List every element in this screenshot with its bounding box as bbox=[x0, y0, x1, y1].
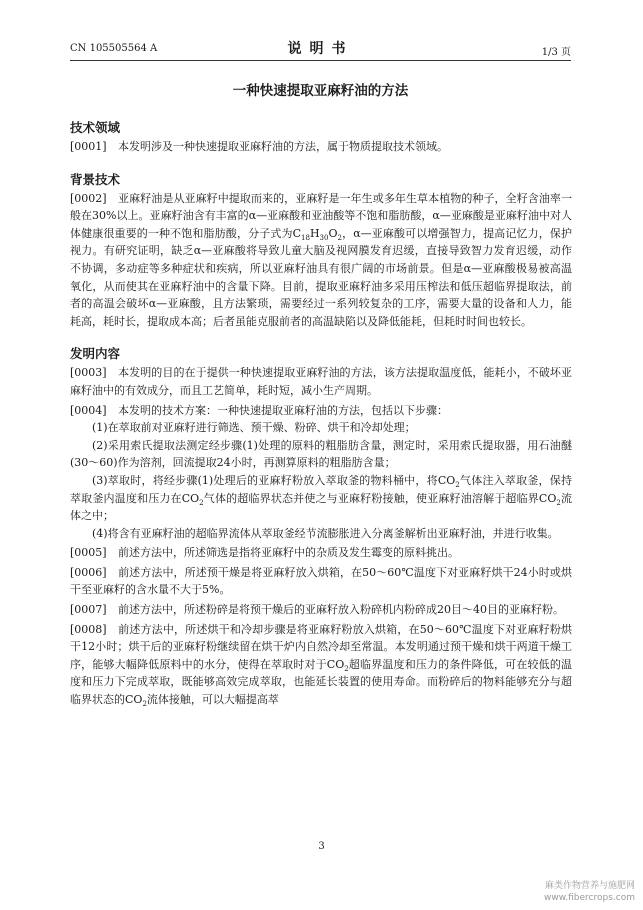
paragraph-text: 前述方法中，所述烘干和冷却步骤是将亚麻籽粉放入烘箱，在50～60℃温度下对亚麻籽粉烘干12小时；烘干后的亚麻籽粉继续留在烘干炉内自然冷却至常温。本发明通过预干燥和烘干两道干燥工序，能够大幅降低原料中的水分，使得在萃取时对于CO bbox=[70, 622, 572, 671]
paragraph-0008 bbox=[70, 621, 572, 709]
paragraph-0004 bbox=[70, 402, 572, 420]
subscript: 2 bbox=[337, 233, 342, 242]
paragraph-0007 bbox=[70, 601, 572, 619]
paragraph-number: [0006] bbox=[70, 565, 107, 579]
paragraph-number: [0003] bbox=[70, 366, 107, 380]
subscript: 2 bbox=[455, 481, 460, 490]
subscript: 2 bbox=[556, 498, 561, 507]
step-text: (2)采用索氏提取法测定经步骤(1)处理的原料的粗脂肪含量，测定时，采用索氏提取器，用石油醚(30～60)作为溶剂，回流提取24小时，再测算原料的粗脂肪含量； bbox=[70, 438, 572, 470]
paragraph-number: [0002] bbox=[70, 191, 107, 205]
subscript: 2 bbox=[199, 498, 204, 507]
paragraph-text: 本发明涉及一种快速提取亚麻籽油的方法，属于物质提取技术领域。 bbox=[118, 140, 448, 153]
site-watermark bbox=[544, 880, 635, 904]
document-title: 一种快速提取亚麻籽油的方法 bbox=[232, 83, 409, 99]
header-rule bbox=[70, 60, 571, 61]
step-text: (1)在萃取前对亚麻籽进行筛选、预干燥、粉碎、烘干和冷却处理； bbox=[92, 421, 416, 435]
subscript: 18 bbox=[301, 233, 310, 242]
subscript: 2 bbox=[142, 700, 147, 709]
paragraph-text: ，α—亚麻酸可以增强智力，提高记忆力，保护视力。有研究证明，缺乏α—亚麻酸将导致儿童大脑及视网膜发育迟缓，直接导致智力发育迟缓，动作不协调，多动症等多种症状和疾病，所以亚麻籽油具有很广阔的市场前景。但是α—亚麻酸极易被高温氧化，从而使其在亚麻籽油中的含量下降。目前，提取亚麻籽油多采用压榨法和低压超临界提取法，前者的高温会破坏α—亚麻酸，且方法繁琐，需要经过一系列较复杂的工序，需要大量的设备和人力，能耗高，耗时长，提取成本高；后者虽能克服前者的高温缺陷以及降低能耗，但耗时时间也较长。 bbox=[70, 226, 572, 328]
paragraph-text: O bbox=[328, 226, 338, 240]
paragraph-text: 前述方法中，所述粉碎是将预干燥后的亚麻籽放入粉碎机内粉碎成20目～40目的亚麻籽粉。 bbox=[118, 603, 564, 617]
step-text: (4)将含有亚麻籽油的超临界流体从萃取釜经节流膨胀进入分离釜解析出亚麻籽油，并进行收集。 bbox=[92, 526, 559, 540]
step-text: 流体之中； bbox=[70, 491, 573, 523]
step-3 bbox=[70, 472, 572, 525]
paragraph-0003 bbox=[70, 364, 572, 399]
step-text: 气体注入萃取釜，保持萃取釜内温度和压力在CO bbox=[70, 473, 572, 505]
section-heading-invention: 发明内容 bbox=[70, 346, 121, 362]
paragraph-text: H bbox=[309, 226, 320, 240]
section-heading-background: 背景技术 bbox=[70, 171, 121, 187]
subscript: 30 bbox=[319, 233, 329, 242]
step-text: 气体的超临界状态并使之与亚麻籽粉接触，使亚麻籽油溶解于超临界CO bbox=[203, 491, 557, 505]
step-4 bbox=[70, 525, 572, 543]
watermark-line-1: 麻类作物营养与施肥网 bbox=[544, 881, 635, 891]
paragraph-number: [0004] bbox=[70, 403, 107, 417]
step-text: (3)萃取时，将经步骤(1)处理后的亚麻籽粉放入萃取釜的物料桶中，将CO bbox=[92, 473, 456, 487]
paragraph-0006 bbox=[70, 564, 572, 599]
page-header bbox=[70, 40, 571, 58]
paragraph-0001 bbox=[70, 138, 572, 156]
page-number: 3 bbox=[318, 841, 325, 852]
paragraph-text: 亚麻籽油是从亚麻籽中提取而来的，亚麻籽是一年生或多年生草本植物的种子，全籽含油率一般在30%以上。亚麻籽油含有丰富的α—亚麻酸和亚油酸等不饱和脂肪酸，α—亚麻酸是亚麻籽油中对人体健康很重要的一种不饱和脂肪酸，分子式为C bbox=[70, 191, 572, 240]
paragraph-text: 超临界温度和压力的条件降低，可在较低的温度和压力下完成萃取，既能够高效完成萃取，也能延长装置的使用寿命。而粉碎后的物料能够充分与超临界状态的CO bbox=[70, 657, 573, 707]
paragraph-text: 流体接触，可以大幅提高萃 bbox=[146, 693, 279, 707]
section-heading-tech-field: 技术领域 bbox=[70, 120, 121, 135]
paragraph-text: 前述方法中，所述预干燥是将亚麻籽放入烘箱，在50～60℃温度下对亚麻籽烘干24小时或烘干至亚麻籽的含水量不大于5%。 bbox=[70, 565, 572, 597]
page-info: 1/3 页 bbox=[541, 47, 571, 58]
paragraph-text: 前述方法中，所述筛选是指将亚麻籽中的杂质及发生霉变的原料挑出。 bbox=[118, 546, 459, 560]
step-2 bbox=[70, 437, 572, 472]
subscript: 2 bbox=[344, 665, 349, 674]
watermark-line-2: www.fibercrops.com bbox=[544, 893, 635, 903]
paragraph-number: [0005] bbox=[70, 546, 107, 560]
paragraph-text: 本发明的技术方案：一种快速提取亚麻籽油的方法，包括以下步骤： bbox=[118, 403, 448, 417]
patent-number: CN 105505564 A bbox=[70, 43, 158, 54]
paragraph-0005 bbox=[70, 544, 572, 562]
document-body bbox=[70, 114, 572, 709]
document-type: 说明书 bbox=[287, 41, 354, 57]
paragraph-0002 bbox=[70, 190, 572, 331]
paragraph-number: [0007] bbox=[70, 603, 107, 617]
paragraph-number: [0008] bbox=[70, 622, 107, 636]
paragraph-text: 本发明的目的在于提供一种快速提取亚麻籽油的方法，该方法提取温度低，能耗小，不破坏亚麻籽油中的有效成分，而且工艺简单，耗时短，减小生产周期。 bbox=[70, 366, 572, 397]
paragraph-number: [0001] bbox=[70, 140, 107, 153]
step-1 bbox=[70, 419, 572, 437]
